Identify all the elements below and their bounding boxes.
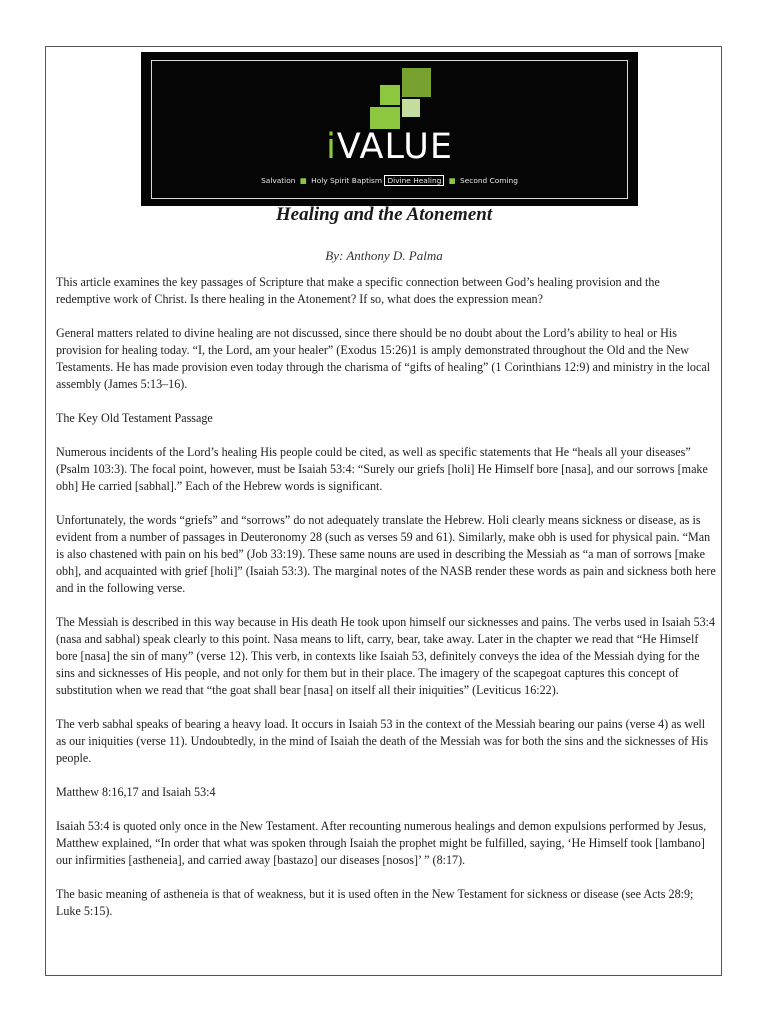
tagline-second-coming: Second Coming (460, 176, 518, 185)
logo-text: VALUE (336, 127, 453, 167)
body-paragraph: General matters related to divine healing are not discussed, since there should be no doubt about the Lord’s ability to heal or His provision for healing today. “I, the Lord, am your healer” (Exodus 15:26)1 is amply demonstrated throughout the Old and the New Testaments. He has made provision even today through the charisma of “gifts of healing” (1 Corinthians 12:9) and ministry in the local assembly (James 5:13–16). (56, 326, 711, 391)
tagline-divine-healing: Divine Healing (384, 175, 444, 186)
logo-prefix: i (326, 127, 337, 167)
body-paragraph: This article examines the key passages of Scripture that make a specific connection between God’s healing provision and the redemptive work of Christ. Is there healing in the Atonement? If so, what does the expression mean? (56, 275, 660, 306)
tagline-salvation: Salvation (261, 176, 296, 185)
banner-tagline (152, 176, 627, 185)
tagline-holy-spirit-baptism: Holy Spirit Baptism (311, 176, 383, 185)
tagline-separator-icon: ■ (299, 176, 307, 185)
body-paragraph: The basic meaning of astheneia is that of weakness, but it is used often in the New Testament for sickness or disease (see Acts 28:9; Luke 5:15). (56, 887, 694, 918)
body-paragraph: Unfortunately, the words “griefs” and “sorrows” do not adequately translate the Hebrew. Holi clearly means sickness or disease, as is evident from a number of passages in Deuteronomy 28 (such as verses 59 and 61). Similarly, make obh is used for physical pain. “Man is also chastened with pain on his bed” (Job 33:19). These same nouns are used in describing the Messiah as “a man of sorrows [make obh], and acquainted with grief [holi]” (Isaiah 53:3). The marginal notes of the NASB render these words as pain and sickness both here and in the following verse. (56, 513, 716, 595)
ivalue-squares-logo-icon (370, 68, 432, 130)
banner-frame (151, 60, 628, 199)
article-body (56, 274, 716, 937)
section-heading: Matthew 8:16,17 and Isaiah 53:4 (56, 785, 216, 799)
article-title: Healing and the Atonement (275, 204, 493, 225)
tagline-separator-icon: ■ (448, 176, 456, 185)
body-paragraph: The Messiah is described in this way because in His death He took upon himself our sicknesses and pains. The verbs used in Isaiah 53:4 (nasa and sabhal) speak clearly to this point. Nasa means to lift, carry, bear, take away. Later in the chapter we read that “He Himself bore [nasa] the sin of many” (verse 12). This verb, in contexts like Isaiah 53, definitely conveys the idea of the Messiah dying for the sins and sicknesses of His people, and not only for them but in their place. The imagery of the scapegoat captures this concept of substitution when we read that “the goat shall bear [nasa] on itself all their iniquities” (Leviticus 16:22). (56, 615, 716, 697)
body-paragraph: Isaiah 53:4 is quoted only once in the New Testament. After recounting numerous healings and demon expulsions performed by Jesus, Matthew explained, “In order that what was spoken through Isaiah the prophet might be fulfilled, saying, ‘He Himself took [lambano] our infirmities [astheneia], and carried away [bastazo] our diseases [nosos]’ ” (8:17). (56, 819, 707, 867)
body-paragraph: The verb sabhal speaks of bearing a heavy load. It occurs in Isaiah 53 in the context of the Messiah bearing our pains (verse 4) as well as our iniquities (verse 11). Undoubtedly, in the mind of Isaiah the death of the Messiah was for both the sins and the sicknesses of His people. (56, 717, 709, 765)
article-byline: By: Anthony D. Palma (325, 248, 443, 263)
section-heading: The Key Old Testament Passage (56, 411, 213, 425)
body-paragraph: Numerous incidents of the Lord’s healing His people could be cited, as well as specific statements that He “heals all your diseases” (Psalm 103:3). The focal point, however, must be Isaiah 53:4: “Surely our griefs [holi] He Himself bore [nasa], and our sorrows [make obh] He carried [sabhal].” Each of the Hebrew words is significant. (56, 445, 708, 493)
ivalue-banner (141, 52, 638, 206)
ivalue-logo-wordmark (152, 127, 627, 167)
